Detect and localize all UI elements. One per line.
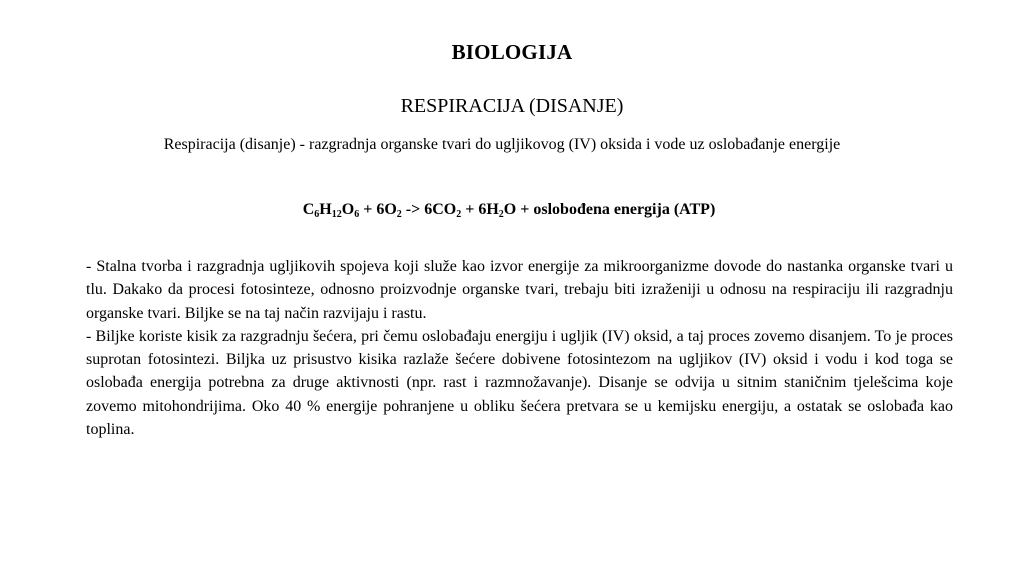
carbon-dioxide: 6CO (424, 201, 457, 218)
water: 6H (478, 201, 499, 218)
water-subscript: 2 (498, 209, 504, 220)
slide-subtitle: RESPIRACIJA (DISANJE) (400, 95, 624, 117)
oxygen-subscript: 2 (396, 209, 402, 220)
water-tail: O (503, 201, 517, 218)
paragraph: - Stalna tvorba i razgradnja ugljikovih spojeva koji služe kao izvor energije za mikroorganizme dovode do nastanka organske tvari u tlu. Dakako da procesi fotosinteze, odnosno proizvodnje organske tvari, trebaju biti izraženiji u odnosu na respiraciju ili razgradnju organske tvari. Biljke se na taj način razvijaju i rastu. (86, 258, 953, 322)
plus-sign: + (461, 201, 479, 218)
chemical-equation (0, 201, 1018, 219)
glucose-c-subscript: 6 (314, 209, 320, 220)
glucose-h-subscript: 12 (331, 209, 342, 220)
glucose-o: O (341, 201, 355, 218)
definition-text: Respiracija (disanje) - razgradnja organske tvari do ugljikovog (IV) oksida i vode uz oslobađanje energije (163, 136, 841, 153)
oxygen: 6O (376, 201, 397, 218)
carbon-dioxide-subscript: 2 (456, 209, 462, 220)
glucose-c: C (302, 201, 315, 218)
glucose-h: H (319, 201, 332, 218)
paragraph: - Biljke koriste kisik za razgradnju šećera, pri čemu oslobađaju energiju i ugljik (IV) oksid, a taj proces zovemo disanjem. To je proces suprotan fotosintezi. Biljka uz prisustvo kisika razlaže šećere dobivene fotosintezom na ugljikov (IV) oksid i vodu i kod toga se oslobađa energija potrebna za druge aktivnosti (npr. rast i razmnožavanje). Disanje se odvija u sitnim staničnim tjelešcima koje zovemo mitohondrijima. Oko 40 % energije pohranjene u obliku šećera pretvara se u kemijsku energiju, a ostatak se oslobađa kao toplina. (86, 327, 953, 439)
slide-title: BIOLOGIJA (451, 40, 573, 64)
glucose-o-subscript: 6 (354, 209, 360, 220)
released-energy: + oslobođena energija (ATP) (516, 201, 716, 218)
body-text (86, 255, 953, 441)
plus-sign: + (359, 201, 377, 218)
reaction-arrow: -> (401, 201, 425, 218)
